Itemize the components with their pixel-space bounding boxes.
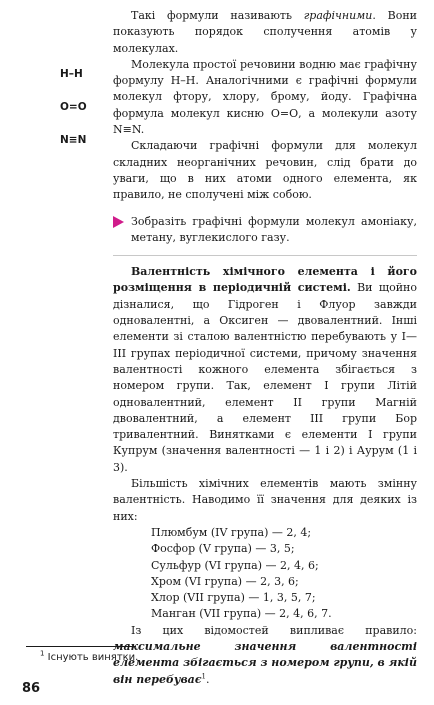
list-item: Сульфур (VI група) — 2, 4, 6; (151, 558, 319, 572)
section-paragraph-1: Валентність хімічного елемента і його розміщення в періодичній системі. Ви щойно дізналися, що Гідроген і Флуор завжди одновалентні, а Оксиген — двовалентний. Інші елементи зі сталою валентністю перебувають у І—ІІІ групах періодичної системи, причому значення валентності кожного елемента збігається з номером групи. Так, елемент І групи Літій одновалентний, елемент ІІ групи Магній двовалентний, а елемент ІІІ групи Бор тривалентний. Винятками є елементи І групи Купрум (значення валентності — 1 і 2) і Аурум (1 і 3). (113, 265, 417, 474)
formula-nitrogen: N≡N (60, 134, 87, 146)
list-item: Манган (VII група) — 2, 4, 6, 7. (151, 607, 332, 621)
formula-hydrogen: Н–Н (60, 68, 83, 80)
footnote (40, 649, 139, 663)
formula-oxygen: О=О (60, 101, 87, 113)
footnote-mark: 1 (40, 649, 45, 658)
list-item: Хлор (VII група) — 1, 3, 5, 7; (151, 591, 316, 605)
footnote-ref: 1 (201, 671, 206, 680)
rule-paragraph: Із цих відомостей випливає правило: максимальне значення валентності елемента збігається з номером групи, в якій він перебуває$^1$. (113, 623, 417, 686)
divider (113, 255, 417, 256)
section-heading: Валентність хімічного елемента і його розміщення в періодичній системі. (113, 265, 417, 295)
margin-formulas (60, 66, 108, 165)
intro-paragraph-1: Такі формули називають графічними. Вони показують порядок сполучення атомів у молекулах. (113, 9, 417, 55)
list-item: Фосфор (V група) — 3, 5; (151, 542, 295, 556)
intro-paragraph-3: Складаючи графічні формули для молекул складних неорганічних речовин, слід брати до уваги, що в них атоми одного елемента, як правило, не сполучені між собою. (113, 139, 417, 202)
list-item: Хром (VI група) — 2, 3, 6; (151, 574, 299, 588)
task-text: Зобразіть графічні формули молекул амоніаку, метану, вуглекислого газу. (131, 214, 417, 244)
task-block (113, 214, 417, 247)
term-graphic: графічними (303, 9, 373, 22)
main-text (113, 8, 417, 688)
valence-list (113, 525, 417, 623)
intro-paragraph-2: Молекула простої речовини водню має графічну формулу Н–Н. Аналогічними є графічні формули молекул фтору, хлору, брому, йоду. Графічна формула молекул кисню О=О, а молекули азоту N≡N. (113, 57, 417, 137)
task-marker-icon (113, 216, 124, 228)
footnote-divider (26, 646, 136, 647)
footnote-text: Існують винятки. (47, 652, 139, 663)
list-item: Плюмбум (IV група) — 2, 4; (151, 525, 312, 539)
valence-rule: максимальне значення валентності елемента збігається з номером групи, в якій він перебуває (113, 639, 417, 686)
section-paragraph-2: Більшість хімічних елементів мають змінну валентність. Наводимо її значення для деяких із них: (113, 477, 417, 523)
page-number: 86 (22, 681, 41, 696)
